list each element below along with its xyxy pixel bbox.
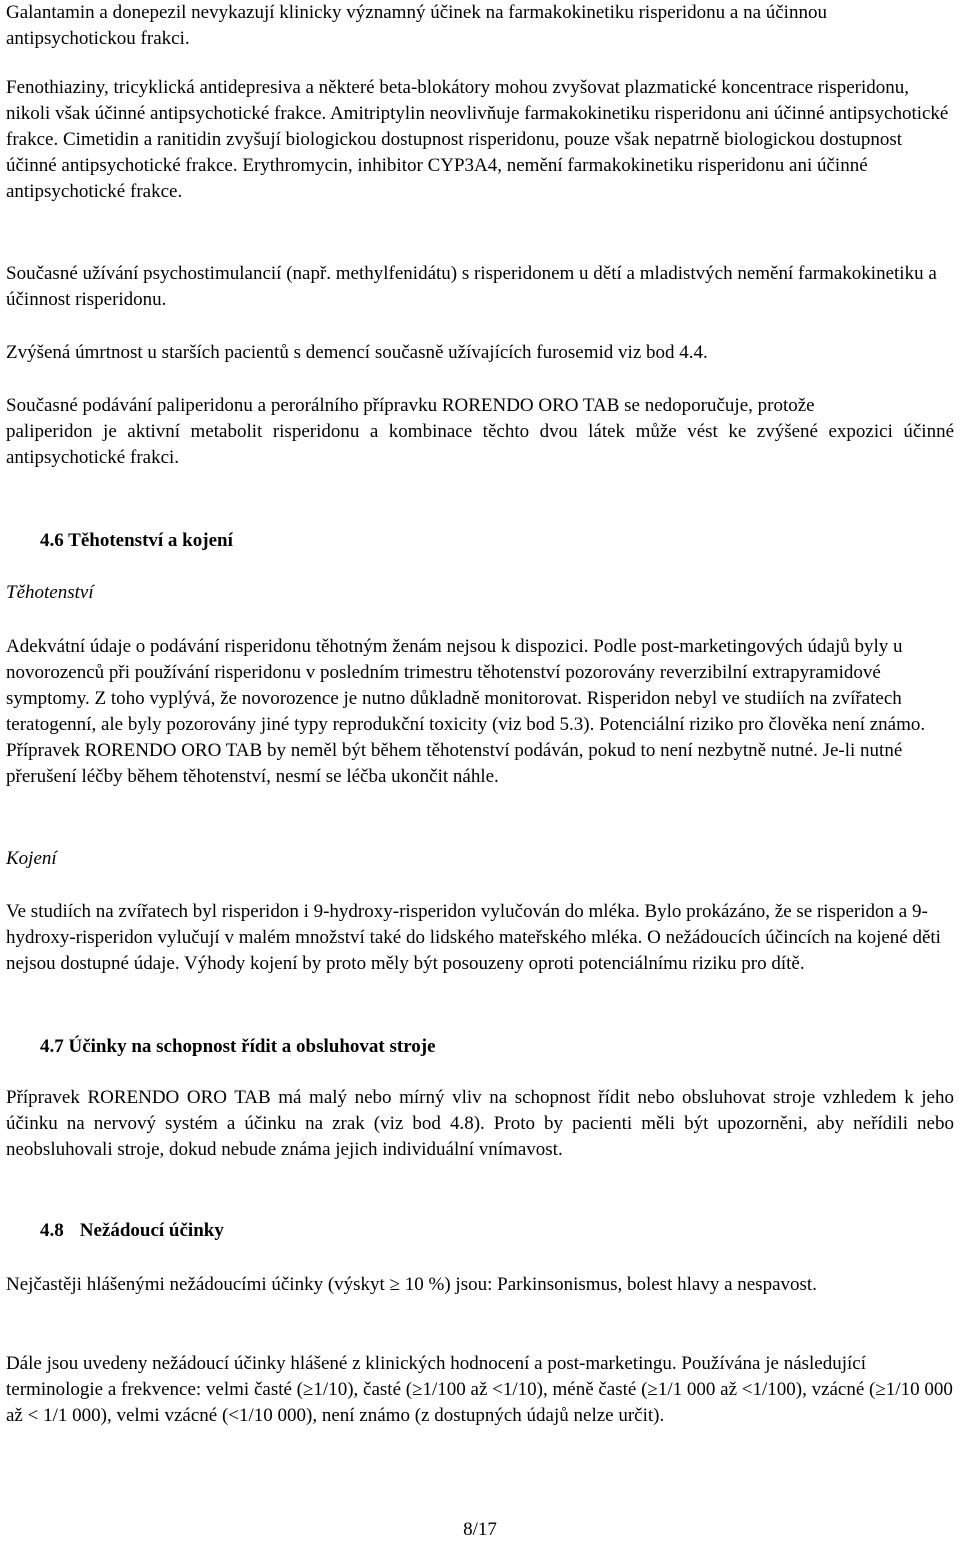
paragraph-paliperidone-line1: Současné podávání paliperidonu a perorálního přípravku RORENDO ORO TAB se nedoporučuje, protože [6,395,815,416]
paragraph-paliperidone-line2: paliperidon je aktivní metabolit risperidonu a kombinace těchto dvou látek může vést ke zvýšené expozici účinné antipsychotické frakci. [6,421,954,468]
paragraph-phenothiazines: Fenothiaziny, tricyklická antidepresiva a některé beta-blokátory mohou zvyšovat plazmatické koncentrace risperidonu, nikoli však účinné antipsychotické frakce. Amitriptylin neovlivňuje farmakokinetiku risperidonu ani účinné antipsychotické frakce. Cimetidin a ranitidin zvyšují biologickou dostupnost risperidonu, pouze však nepatrně biologickou dostupnost účinné antipsychotické frakce. Erythromycin, inhibitor CYP3A4, nemění farmakokinetiku risperidonu ani účinné antipsychotické frakce. [6,77,949,202]
paragraph-pregnancy: Adekvátní údaje o podávání risperidonu těhotným ženám nejsou k dispozici. Podle post-marketingových údajů byly u novorozenců při používání risperidonu v posledním trimestru těhotenství pozorovány reverzibilní extrapyramidové symptomy. Z toho vyplývá, že novorozence je nutno důkladně monitorovat. Risperidon nebyl ve studiích na zvířatech teratogenní, ale byly pozorovány jiné typy reprodukční toxicity (viz bod 5.3). Potenciální riziko pro člověka není známo. Přípravek RORENDO ORO TAB by neměl být během těhotenství podáván, pokud to není nezbytně nutné. Je-li nutné přerušení léčby během těhotenství, nesmí se léčba ukončit náhle. [6,636,926,787]
subheading-pregnancy: Těhotenství [6,582,94,603]
section-number: 4.6 [40,530,64,551]
section-title: Nežádoucí účinky [79,1220,224,1241]
section-heading-4-8 [40,1218,224,1244]
paragraph-psychostimulants: Současné užívání psychostimulancií (např. methylfenidátu) s risperidonem u dětí a mladistvých nemění farmakokinetiku a účinnost risperidonu. [6,263,937,310]
section-heading-4-7 [40,1034,436,1060]
section-title: Těhotenství a kojení [68,530,233,551]
paragraph-furosemide: Zvýšená úmrtnost u starších pacientů s demencí současně užívajících furosemid viz bod 4.4. [6,342,708,363]
paragraph-galantamine: Galantamin a donepezil nevykazují klinicky významný účinek na farmakokinetiku risperidonu a na účinnou antipsychotickou frakci. [6,2,827,49]
paragraph-most-common-adverse: Nejčastěji hlášenými nežádoucími účinky (výskyt ≥ 10 %) jsou: Parkinsonismus, bolest hlavy a nespavost. [6,1274,817,1295]
section-number: 4.8 [40,1220,64,1241]
subheading-lactation: Kojení [6,848,57,869]
paragraph-frequency-terminology: Dále jsou uvedeny nežádoucí účinky hlášené z klinických hodnocení a post-marketingu. Používána je následující terminologie a frekvence: velmi časté (≥1/10), časté (≥1/100 až <1/10), méně časté (≥1/1 000 až <1/100), vzácné (≥1/10 000 až < 1/1 000), velmi vzácné (<1/10 000), není známo (z dostupných údajů nelze určit). [6,1353,953,1426]
section-heading-4-6 [40,528,233,554]
section-title: Účinky na schopnost řídit a obsluhovat stroje [68,1036,436,1057]
paragraph-paliperidone [6,393,954,471]
paragraph-lactation: Ve studiích na zvířatech byl risperidon i 9-hydroxy-risperidon vylučován do mléka. Bylo prokázáno, že se risperidon a 9-hydroxy-risperidon vylučují v malém množství také do lidského mateřského mléka. O nežádoucích účincích na kojené děti nejsou dostupné údaje. Výhody kojení by proto měly být posouzeny oproti potenciálnímu riziku pro dítě. [6,901,941,974]
page-number: 8/17 [463,1519,497,1540]
paragraph-driving: Přípravek RORENDO ORO TAB má malý nebo mírný vliv na schopnost řídit nebo obsluhovat stroje vzhledem k jeho účinku na nervový systém a účinku na zrak (viz bod 4.8). Proto by pacienti měli být upozorněni, aby neřídili nebo neobsluhovali stroje, dokud nebude známa jejich individuální vnímavost. [6,1087,954,1160]
section-number: 4.7 [40,1036,64,1057]
